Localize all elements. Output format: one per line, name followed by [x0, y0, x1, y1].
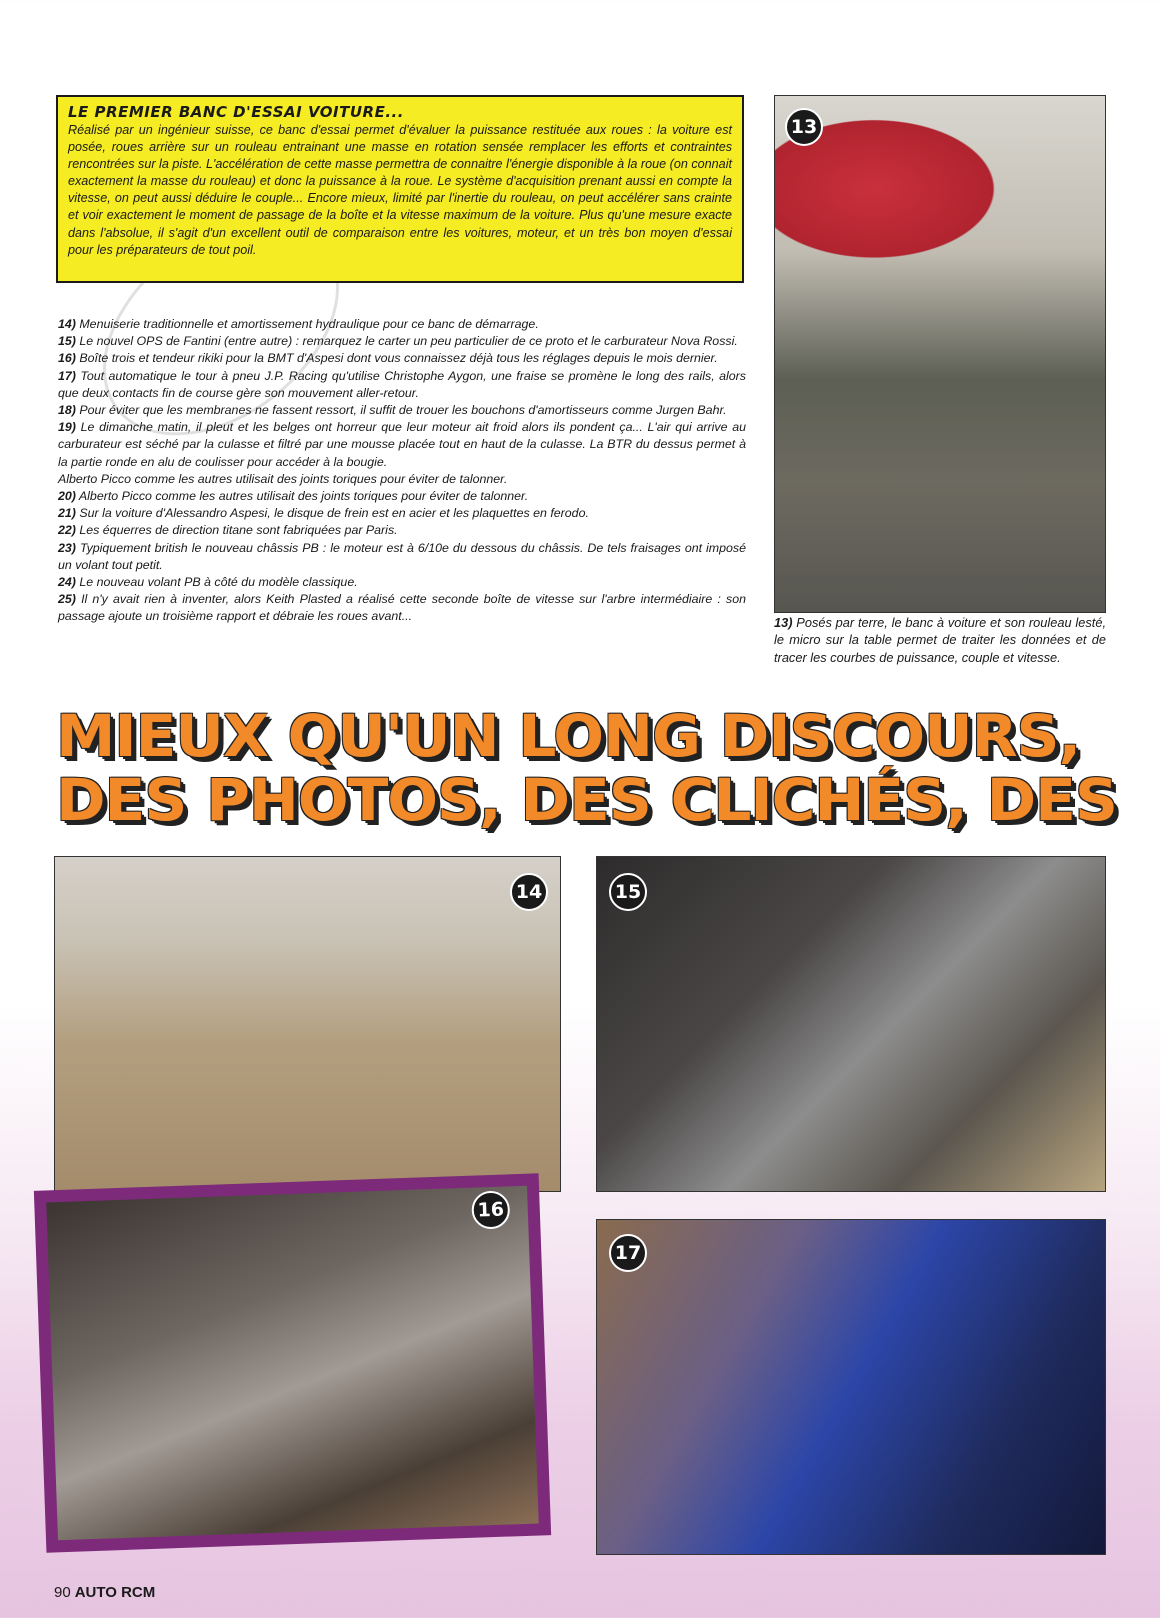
photo-14 [54, 856, 561, 1192]
photo-17 [596, 1219, 1106, 1555]
info-box [56, 95, 744, 283]
caption-24: 24) Le nouveau volant PB à côté du modèle classique. [58, 575, 358, 590]
caption-21: 21) Sur la voiture d'Alessandro Aspesi, le disque de frein est en acier et les plaquettes en ferodo. [58, 506, 589, 521]
caption-13: 13) Posés par terre, le banc à voiture et son rouleau lesté, le micro sur la table permet de traiter les données et de tracer les courbes de puissance, couple et vitesse. [774, 615, 1106, 665]
caption-17: 17) Tout automatique le tour à pneu J.P. Racing qu'utilise Christophe Aygon, une fraise se promène le long des rails, alors que deux contacts fin de course gère son mouvement aller-retour. [58, 368, 746, 400]
caption-22: 22) Les équerres de direction titane sont fabriquées par Paris. [58, 523, 398, 538]
caption-15: 15) Le nouvel OPS de Fantini (entre autre) : remarquez le carter un peu particulier de ce proto et le carburateur Nova Rossi. [58, 334, 738, 349]
photo-number-badge: 15 [609, 873, 647, 911]
photo-16 [46, 1186, 539, 1541]
page-footer [54, 1584, 155, 1601]
photo-15 [596, 856, 1106, 1192]
photo-number-badge: 17 [609, 1234, 647, 1272]
photo-16-frame [34, 1173, 551, 1552]
caption-23: 23) Typiquement british le nouveau châssis PB : le moteur est à 6/10e du dessous du châssis. De tels fraisages ont imposé un volant tout petit. [58, 540, 746, 572]
caption-20: 20) Alberto Picco comme les autres utilisait des joints toriques pour éviter de talonner. [58, 489, 529, 504]
caption-18: 18) Pour éviter que les membranes ne fassent ressort, il suffit de trouer les bouchons d'amortisseurs comme Jurgen Bahr. [58, 403, 727, 418]
caption-19: 19) Le dimanche matin, il pleut et les belges ont horreur que leur moteur ait froid alors ils pondent ça... L'air qui arrive au carburateur est séché par la culasse et filtré par une mousse placée tout en haut de la culasse. La BTR du dessus permet à la partie ronde en alu de coulisser pour accéder à la bougie. [58, 420, 746, 469]
headline [56, 704, 1160, 832]
magazine-name: AUTO RCM [74, 1584, 156, 1601]
caption-14: 14) Menuiserie traditionnelle et amortissement hydraulique pour ce banc de démarrage. [58, 317, 539, 331]
photo-number-badge: 13 [785, 108, 823, 146]
info-box-body: Réalisé par un ingénieur suisse, ce banc d'essai permet d'évaluer la puissance restituée aux roues : la voiture est posée, roues arrière sur un rouleau entrainant une masse en rotation sensée remplacer les efforts et contraintes rencontrées sur la piste. L'accélération de cette masse permettra de connaitre l'énergie disponible à la roue (on connait exactement la masse du rouleau) et donc la puissance à la roue. Le système d'acquisition prenant aussi en compte la vitesse, on peut aussi déduire le couple... Encore mieux, limité par l'inertie du rouleau, on peut accélérer sans crainte et voir exactement le moment de passage de la boîte et la vitesse maximum de la voiture. Plus qu'une mesure exacte dans l'absolue, il s'agit d'un excellent outil de comparaison entre les voitures, moteur, et un très bon moyen d'essai pour les préparateurs de tout poil. [68, 123, 732, 257]
headline-line-2: DES PHOTOS, DES CLICHÉS, DES [56, 766, 1117, 834]
caption-25: 25) Il n'y avait rien à inventer, alors Keith Plasted a réalisé cette seconde boîte de vitesse sur l'arbre intermédiaire : son passage ajoute un troisième rapport et débraie les roues avant... [58, 592, 746, 624]
caption-16: 16) Boîte trois et tendeur rikiki pour la BMT d'Aspesi dont vous connaissez déjà tous les réglages depuis le mois dernier. [58, 351, 718, 366]
page-number: 90 [54, 1584, 71, 1601]
headline-line-1: MIEUX QU'UN LONG DISCOURS, [56, 702, 1081, 770]
photo-number-badge: 16 [471, 1190, 510, 1229]
photo-number-badge: 14 [510, 873, 548, 911]
caption-19-continued: Alberto Picco comme les autres utilisait des joints toriques pour éviter de talonner. [58, 471, 508, 486]
photo-13 [774, 95, 1106, 613]
photo-captions [58, 316, 746, 626]
info-box-title: LE PREMIER BANC D'ESSAI VOITURE... [68, 103, 404, 121]
